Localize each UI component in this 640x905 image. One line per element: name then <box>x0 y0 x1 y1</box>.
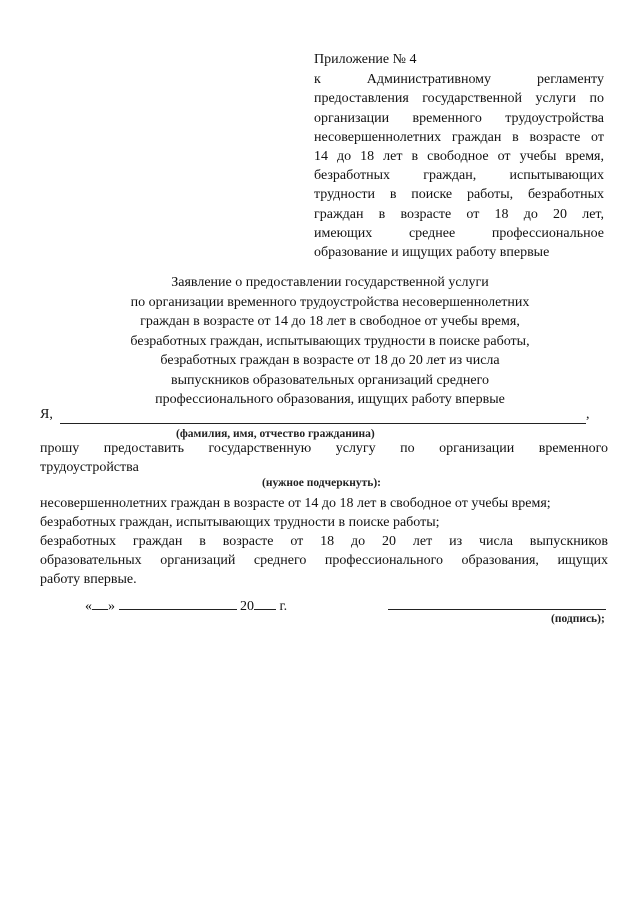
signature-caption: (подпись); <box>551 613 605 625</box>
applicant-caption: (фамилия, имя, отчество гражданина) <box>176 428 375 440</box>
heading-line: безработных граждан в возрасте от 18 до 20 лет из числа <box>160 353 500 368</box>
underline-instruction: (нужное подчеркнуть): <box>262 477 381 489</box>
option-graduates-line[interactable]: работу впервые. <box>40 572 137 587</box>
year-field[interactable] <box>254 597 276 610</box>
appendix-line: имеющих среднее профессиональное <box>314 225 604 241</box>
heading-line: граждан в возрасте от 14 до 18 лет в свободное от учебы время, <box>140 314 520 329</box>
applicant-prefix: Я, <box>40 407 53 422</box>
application-heading <box>60 273 600 410</box>
request-line: трудоустройства <box>40 460 139 475</box>
appendix-title: Приложение № 4 <box>314 52 417 67</box>
appendix-line: организации временного трудоустройства <box>314 110 604 126</box>
appendix-line: несовершеннолетних граждан в возрасте от <box>314 129 604 145</box>
day-field[interactable] <box>92 597 108 610</box>
option-graduates-line[interactable]: безработных граждан в возрасте от 18 до 20 лет из числа выпускников <box>40 534 608 549</box>
month-field[interactable] <box>119 597 237 610</box>
option-minors[interactable]: несовершеннолетних граждан в возрасте от 14 до 18 лет в свободное от учебы время; <box>40 496 551 511</box>
year-prefix: 20 <box>240 599 254 614</box>
heading-line: безработных граждан, испытывающих трудности в поиске работы, <box>130 333 530 349</box>
appendix-line: образование и ищущих работу впервые <box>314 245 550 261</box>
date-quote-close: » <box>108 599 115 614</box>
appendix-line: 14 до 18 лет в свободное от учебы время, <box>314 149 604 165</box>
heading-line: профессионального образования, ищущих работу впервые <box>155 392 505 407</box>
year-suffix: г. <box>279 599 288 614</box>
appendix-line: безработных граждан, испытывающих <box>314 168 604 184</box>
heading-line: по организации временного трудоустройства несовершеннолетних <box>130 294 530 310</box>
applicant-suffix: , <box>586 407 590 422</box>
request-body <box>40 439 608 589</box>
signature-field[interactable] <box>388 609 606 610</box>
option-graduates-line[interactable]: образовательных организаций среднего профессионального образования, ищущих <box>40 553 608 568</box>
appendix-line: к Административному регламенту <box>314 72 604 88</box>
date-quote-open: « <box>85 599 92 614</box>
appendix-line: трудности в поиске работы, безработных <box>314 187 604 203</box>
request-line: прошу предоставить государственную услугу по организации временного <box>40 441 608 456</box>
appendix-header <box>314 50 604 262</box>
heading-line: Заявление о предоставлении государственной услуги <box>171 275 489 290</box>
option-unemployed[interactable]: безработных граждан, испытывающих трудности в поиске работы; <box>40 515 440 530</box>
appendix-line: граждан в возрасте от 18 до 20 лет, <box>314 206 604 222</box>
heading-line: выпускников образовательных организаций среднего <box>170 372 489 388</box>
date-field <box>85 597 287 615</box>
appendix-line: предоставления государственной услуги по <box>314 91 604 107</box>
applicant-name-field[interactable] <box>60 423 586 424</box>
